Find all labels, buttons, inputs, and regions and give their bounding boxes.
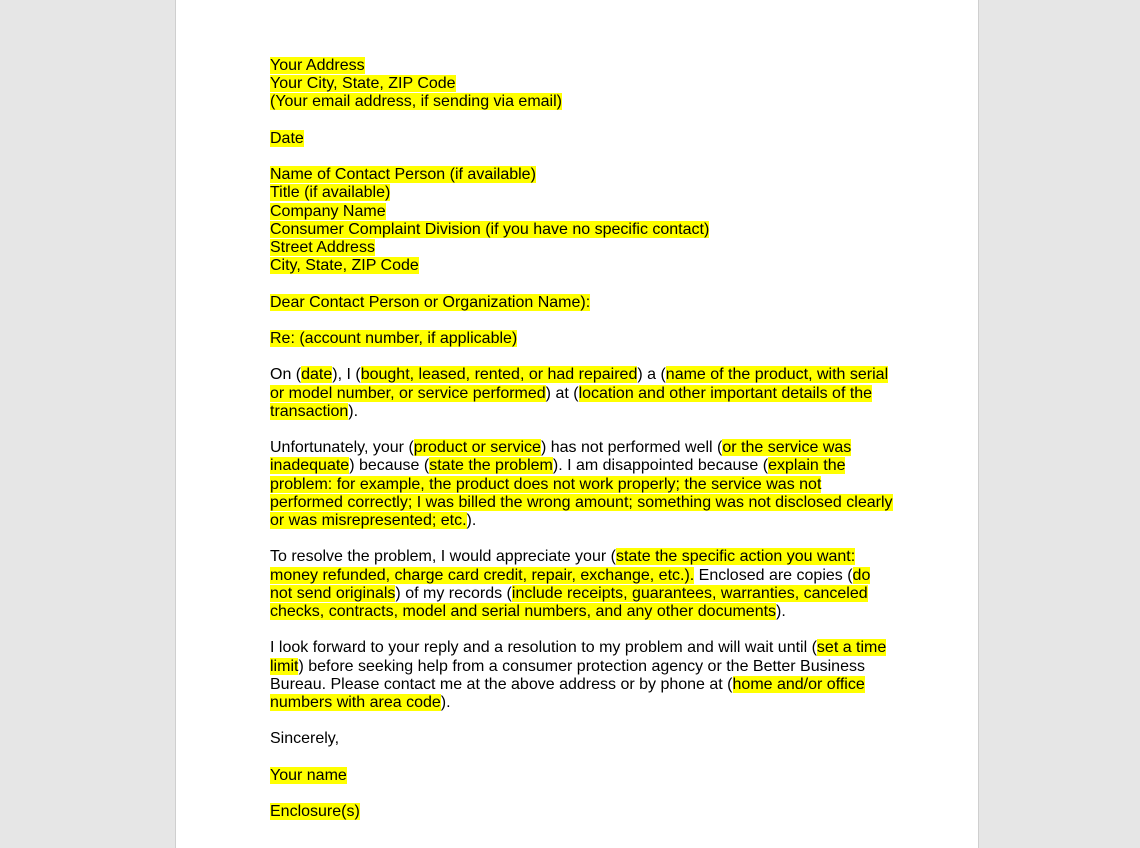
recipient-contact-person: Name of Contact Person (if available) <box>270 166 536 184</box>
letter-body <box>270 57 896 821</box>
paragraph-text: ). I am disappointed because ( <box>552 457 769 475</box>
sender-city-state-zip: Your City, State, ZIP Code <box>270 75 456 93</box>
recipient-company: Company Name <box>270 202 386 220</box>
paragraph-text: ) because ( <box>349 457 430 475</box>
paragraph-text: I look forward to your reply and a resolution to my problem and will wait until ( <box>270 639 817 657</box>
paragraph-text: Unfortunately, your ( <box>270 439 414 457</box>
sender-email: (Your email address, if sending via email) <box>270 93 562 111</box>
paragraph-text: ) a ( <box>637 366 666 384</box>
paragraph-problem <box>270 439 896 530</box>
placeholder-text: or the service was inadequate <box>270 439 852 475</box>
recipient-street: Street Address <box>270 239 375 256</box>
paragraph-text: To resolve the problem, I would appreciate your ( <box>270 548 616 566</box>
placeholder-text: explain the problem: for example, the product does not work properly; the service was not performed correctly; I was billed the wrong amount; something was not disclosed clearly or was misrepresented; etc. <box>270 457 893 529</box>
recipient-title: Title (if available) <box>270 184 391 202</box>
placeholder-text: state the specific action you want: money refunded, charge card credit, repair, exchange, etc.). <box>270 548 856 584</box>
paragraph-text: ) at ( <box>545 384 579 402</box>
sender-address: Your Address <box>270 57 365 74</box>
closing: Sincerely, <box>270 730 340 748</box>
placeholder-text: bought, leased, rented, or had repaired <box>360 366 638 384</box>
enclosure-note: Enclosure(s) <box>270 803 360 821</box>
placeholder-text: product or service <box>413 439 541 457</box>
paragraph-text: ). <box>348 402 359 420</box>
document-page <box>175 0 979 848</box>
placeholder-text: do not send originals <box>270 566 871 602</box>
recipient-division: Consumer Complaint Division (if you have no specific contact) <box>270 220 710 238</box>
placeholder-text: home and/or office numbers with area code <box>270 675 865 711</box>
signature-name: Your name <box>270 766 347 784</box>
placeholder-text: include receipts, guarantees, warranties, canceled checks, contracts, model and serial numbers, and any other documents <box>270 584 868 620</box>
paragraph-text: Enclosed are copies ( <box>694 566 853 584</box>
paragraph-text: On ( <box>270 366 302 384</box>
placeholder-text: state the problem <box>429 457 553 475</box>
re-line: Re: (account number, if applicable) <box>270 329 518 347</box>
paragraph-text: ). <box>776 602 786 620</box>
placeholder-text: date <box>301 366 333 384</box>
paragraph-deadline <box>270 639 896 712</box>
paragraph-text: ) before seeking help from a consumer protection agency or the Better Business Bureau. Please contact me at the above address or by phone at ( <box>270 657 865 693</box>
paragraph-text: ). <box>466 511 477 529</box>
paragraph-text: ) of my records ( <box>395 584 512 602</box>
paragraph-text: ), I ( <box>332 366 361 384</box>
paragraph-purchase <box>270 366 896 421</box>
paragraph-resolution <box>270 548 896 621</box>
placeholder-text: location and other important details of the transaction <box>270 384 873 420</box>
paragraph-text: ) has not performed well ( <box>540 439 723 457</box>
recipient-city-state-zip: City, State, ZIP Code <box>270 257 419 275</box>
placeholder-text: name of the product, with serial or model number, or service performed <box>270 366 889 402</box>
letter-date: Date <box>270 129 304 147</box>
placeholder-text: set a time limit <box>270 639 887 675</box>
paragraph-text: ). <box>440 693 451 711</box>
salutation: Dear Contact Person or Organization Name): <box>270 293 591 311</box>
